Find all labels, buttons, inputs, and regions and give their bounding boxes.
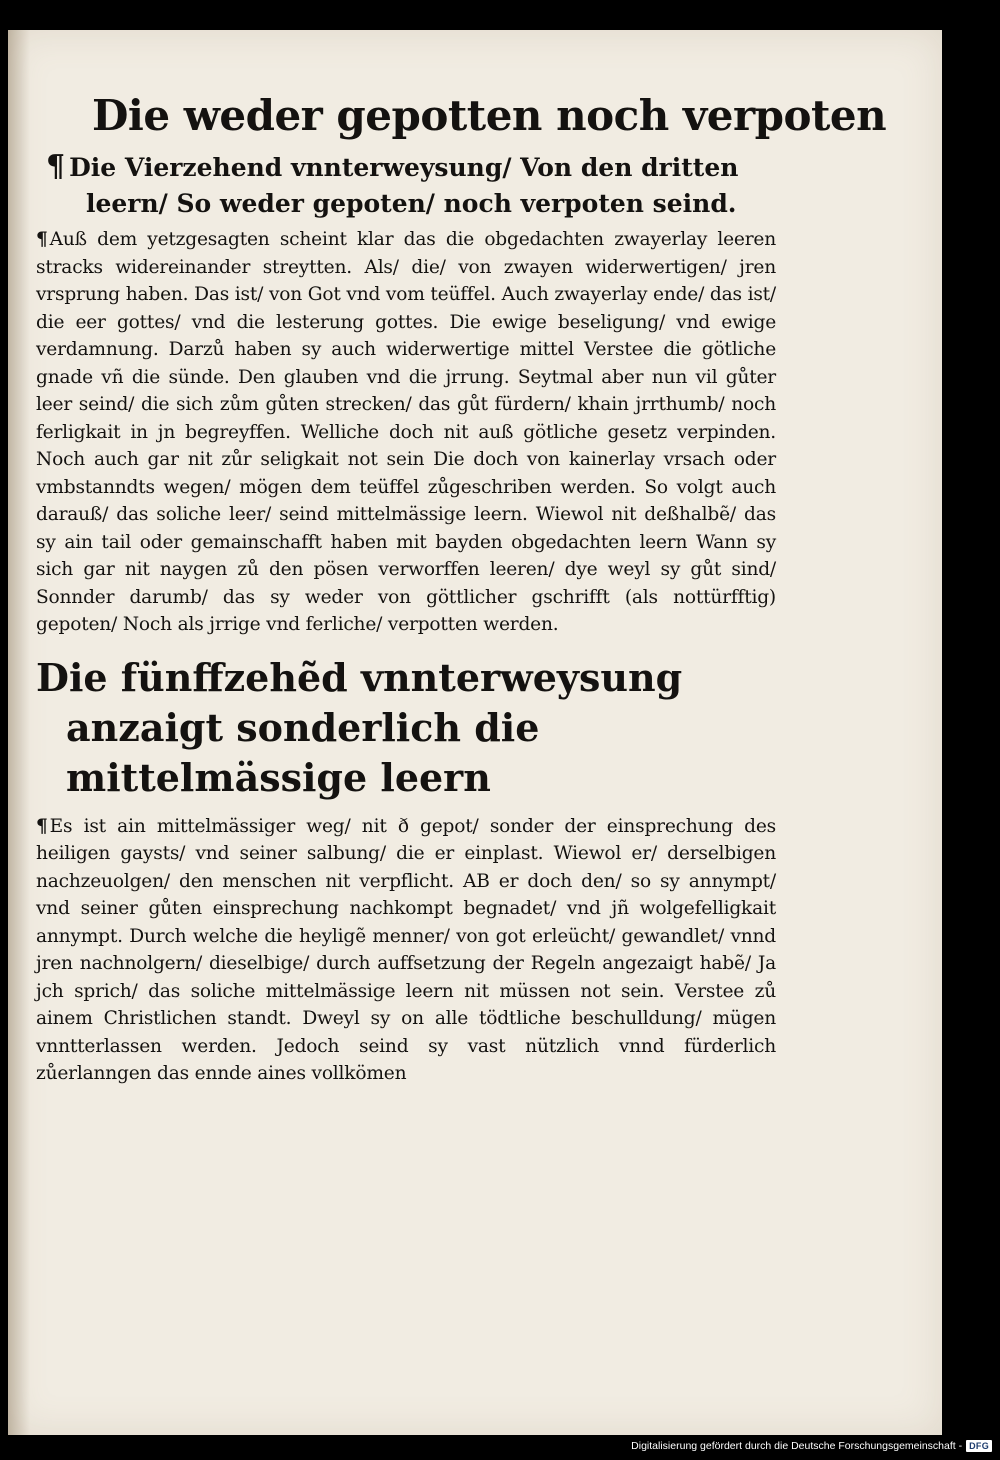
paragraph-1 xyxy=(36,226,776,639)
section-14-title: Die Vierzehend vnnterweysung/ Von den dritten leern/ So weder gepoten/ noch verpoten seind. xyxy=(69,153,739,218)
section-15-heading: Die fünffzehẽd vnnterweysung anzaigt sonderlich die mittelmässige leern xyxy=(36,654,683,800)
pilcrow-icon: ¶ xyxy=(36,815,48,837)
scanned-page xyxy=(8,30,942,1435)
paragraph-1-text: Auß dem yetzgesagten scheint klar das die obgedachten zwayerlay leeren stracks widereinander streytten. Als/ die/ von zwayen widerwertigen/ jren vrsprung haben. Das ist/ von Got vnd vom teüffel. Auch zwayerlay ende/ das ist/ die eer gottes/ vnd die lesterung gottes. Die ewige beseligung/ vnd ewige verdamnung. Darzů haben sy auch widerwertige mittel Verstee die götliche gnade vñ die sünde. Den glauben vnd die jrrung. Seytmal aber nun vil gůter leer seind/ die sich zům gůten strecken/ das gůt fürdern/ khain jrrthumb/ noch ferligkait in jn begreyffen. Welliche doch nit auß götliche gesetz verpinden. Noch auch gar nit zůr seligkait not sein Die doch von kainerlay vrsach oder vmbstanndts wegen/ mögen dem teüffel zůgeschriben werden. So volgt auch darauß/ das soliche leer/ seind mittelmässige leern. Wiewol nit deßhalbẽ/ das sy ain tail oder gemainschafft haben mit bayden obgedachten leern Wann sy sich gar nit naygen zů den pösen verworffen leeren/ dye weyl sy gůt sind/ Sonnder darumb/ das sy weder von göttlicher gschrifft (als nottürfftig) gepoten/ Noch als jrrige vnd ferliche/ verpotten werden. xyxy=(36,229,776,635)
page-text-block xyxy=(36,85,887,1088)
paragraph-2-text: Es ist ain mittelmässiger weg/ nit ð gepot/ sonder der einsprechung des heiligen gaysts/ vnd seiner salbung/ die er einplast. Wiewol er/ derselbigen nachzeuolgen/ den menschen nit verpflicht. AB er doch den/ so sy annympt/ vnd seiner gůten einsprechung nachkompt begnadet/ vnd jñ wolgefelligkait annympt. Durch welche die heyligẽ menner/ von got erleücht/ gewandlet/ vnnd jren nachnolgern/ dieselbige/ durch auffsetzung der Regeln angezaigt habẽ/ Ja jch sprich/ das soliche mittelmässige leern nit müssen not sein. Verstee zů ainem Christlichen standt. Dweyl sy on alle tödtliche beschulldung/ mügen vnntterlassen werden. Jedoch seind sy vast nützlich vnnd fürderlich zůerlanngen das ennde aines vollkömen xyxy=(36,815,776,1084)
dfg-logo-icon: DFG xyxy=(966,1440,992,1452)
running-head: Die weder gepotten noch verpoten xyxy=(92,91,887,140)
pilcrow-icon: ¶ xyxy=(36,229,48,250)
digitization-credit xyxy=(631,1438,992,1454)
paragraph-mark-icon: ¶ xyxy=(46,149,66,184)
credit-text: Digitalisierung gefördert durch die Deutsche Forschungsgemeinschaft - xyxy=(631,1440,963,1452)
paragraph-2 xyxy=(36,813,776,1088)
section-14-heading xyxy=(46,149,776,222)
